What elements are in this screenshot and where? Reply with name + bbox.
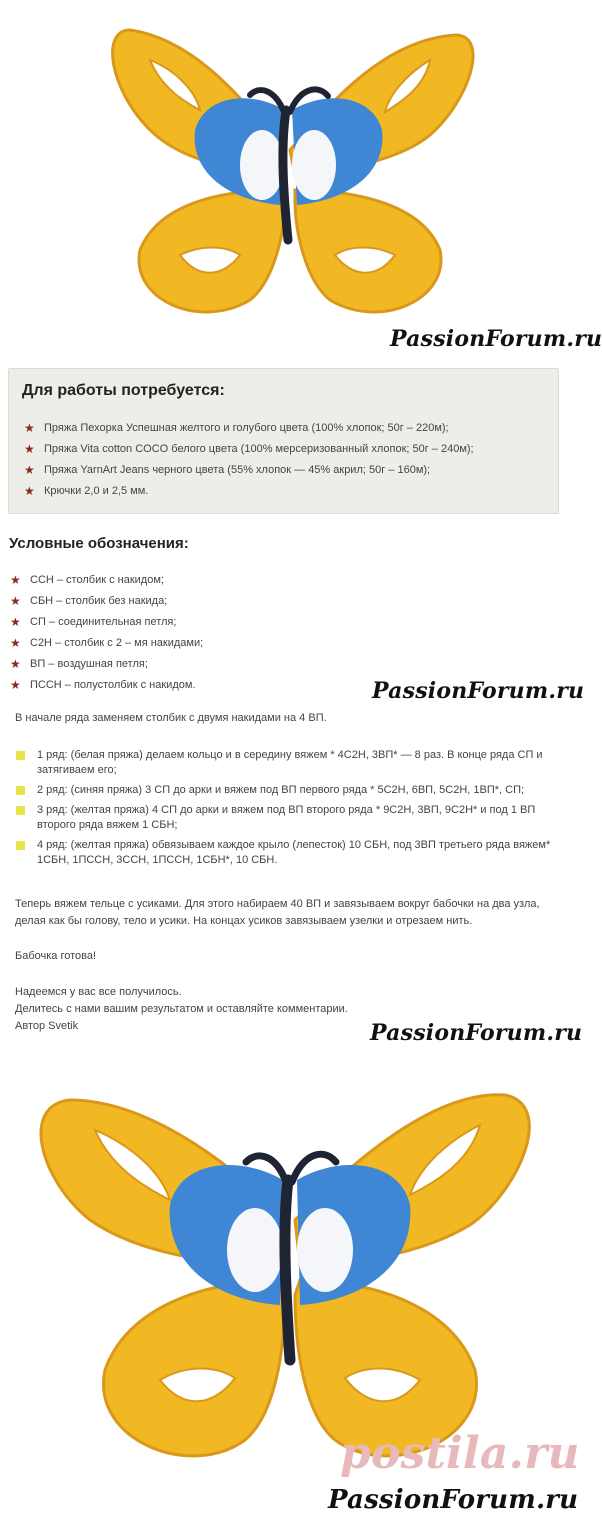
star-icon: ★ [24, 421, 35, 435]
materials-item: ★ Пряжа YarnArt Jeans черного цвета (55% хлопок — 45% акрил; 50г – 160м); [24, 463, 431, 477]
rows-list [14, 748, 559, 873]
bullet-square-icon [16, 806, 25, 815]
butterfly-photo-top [0, 0, 602, 362]
row-item: 4 ряд: (желтая пряжа) обвязываем каждое крыло (лепесток) 10 СБН, под 3ВП третьего ряда вяжем* 1СБН, 1ПССН, 3ССН, 1ПССН, 1СБН*, 10 СБН. [14, 838, 559, 868]
author-text: Автор Svetik [15, 1020, 79, 1032]
materials-item: ★ Крючки 2,0 и 2,5 мм. [24, 484, 149, 498]
butterfly-photo-bottom [0, 1060, 580, 1526]
legend-item: ★ С2Н – столбик с 2 – мя накидами; [10, 636, 204, 650]
watermark-bottom: PassionForum.ru [328, 1485, 579, 1515]
materials-item: ★ Пряжа Vita cotton COCO белого цвета (100% мерсеризованный хлопок; 50г – 240м); [24, 442, 474, 456]
body-text: Теперь вяжем тельце с усиками. Для этого набираем 40 ВП и завязываем вокруг бабочки на два узла, делая как бы голову, тело и усики. На концах усиков завязываем узелки и отрезаем нить. [15, 898, 540, 927]
legend-item: ★ СП – соединительная петля; [10, 615, 177, 629]
watermark-middle: PassionForum.ru [372, 678, 585, 704]
bullet-square-icon [16, 751, 25, 760]
ready-text: Бабочка готова! [15, 950, 97, 962]
star-icon: ★ [10, 657, 21, 671]
materials-item: ★ Пряжа Пехорка Успешная желтого и голубого цвета (100% хлопок; 50г – 220м); [24, 421, 449, 435]
materials-title: Для работы потребуется: [22, 382, 225, 399]
legend-item: ★ ССН – столбик с накидом; [10, 573, 164, 587]
row-item: 1 ряд: (белая пряжа) делаем кольцо и в середину вяжем * 4С2Н, 3ВП* — 8 раз. В конце ряда СП и затягиваем его; [14, 748, 559, 778]
closing-line: Надеемся у вас все получилось. [15, 986, 182, 998]
star-icon: ★ [10, 594, 21, 608]
legend-item: ★ ПССН – полустолбик с накидом. [10, 678, 196, 692]
butterfly-illustration [0, 0, 573, 362]
legend-item: ★ СБН – столбик без накида; [10, 594, 168, 608]
star-icon: ★ [10, 636, 21, 650]
star-icon: ★ [10, 678, 21, 692]
star-icon: ★ [24, 442, 35, 456]
row-item: 3 ряд: (желтая пряжа) 4 СП до арки и вяжем под ВП второго ряда * 9С2Н, 3ВП, 9С2Н* и под 1 ВП второго ряда вяжем 1 СБН; [14, 803, 559, 833]
legend-item: ★ ВП – воздушная петля; [10, 657, 148, 671]
materials-box [8, 368, 559, 514]
legend-title: Условные обозначения: [9, 535, 189, 552]
bullet-square-icon [16, 786, 25, 795]
closing-line: Делитесь с нами вашим результатом и оставляйте комментарии. [15, 1003, 348, 1015]
watermark-postila: postila.ru [340, 1428, 580, 1479]
star-icon: ★ [10, 573, 21, 587]
star-icon: ★ [24, 484, 35, 498]
legend-list [8, 573, 203, 699]
materials-list [22, 421, 474, 505]
watermark-top: PassionForum.ru [390, 326, 602, 352]
watermark-lower: PassionForum.ru [370, 1020, 583, 1046]
star-icon: ★ [10, 615, 21, 629]
bullet-square-icon [16, 841, 25, 850]
star-icon: ★ [24, 463, 35, 477]
intro-text: В начале ряда заменяем столбик с двумя накидами на 4 ВП. [15, 712, 327, 724]
row-item: 2 ряд: (синяя пряжа) 3 СП до арки и вяжем под ВП первого ряда * 5С2Н, 6ВП, 5С2Н, 1ВП*, СП; [14, 783, 559, 798]
